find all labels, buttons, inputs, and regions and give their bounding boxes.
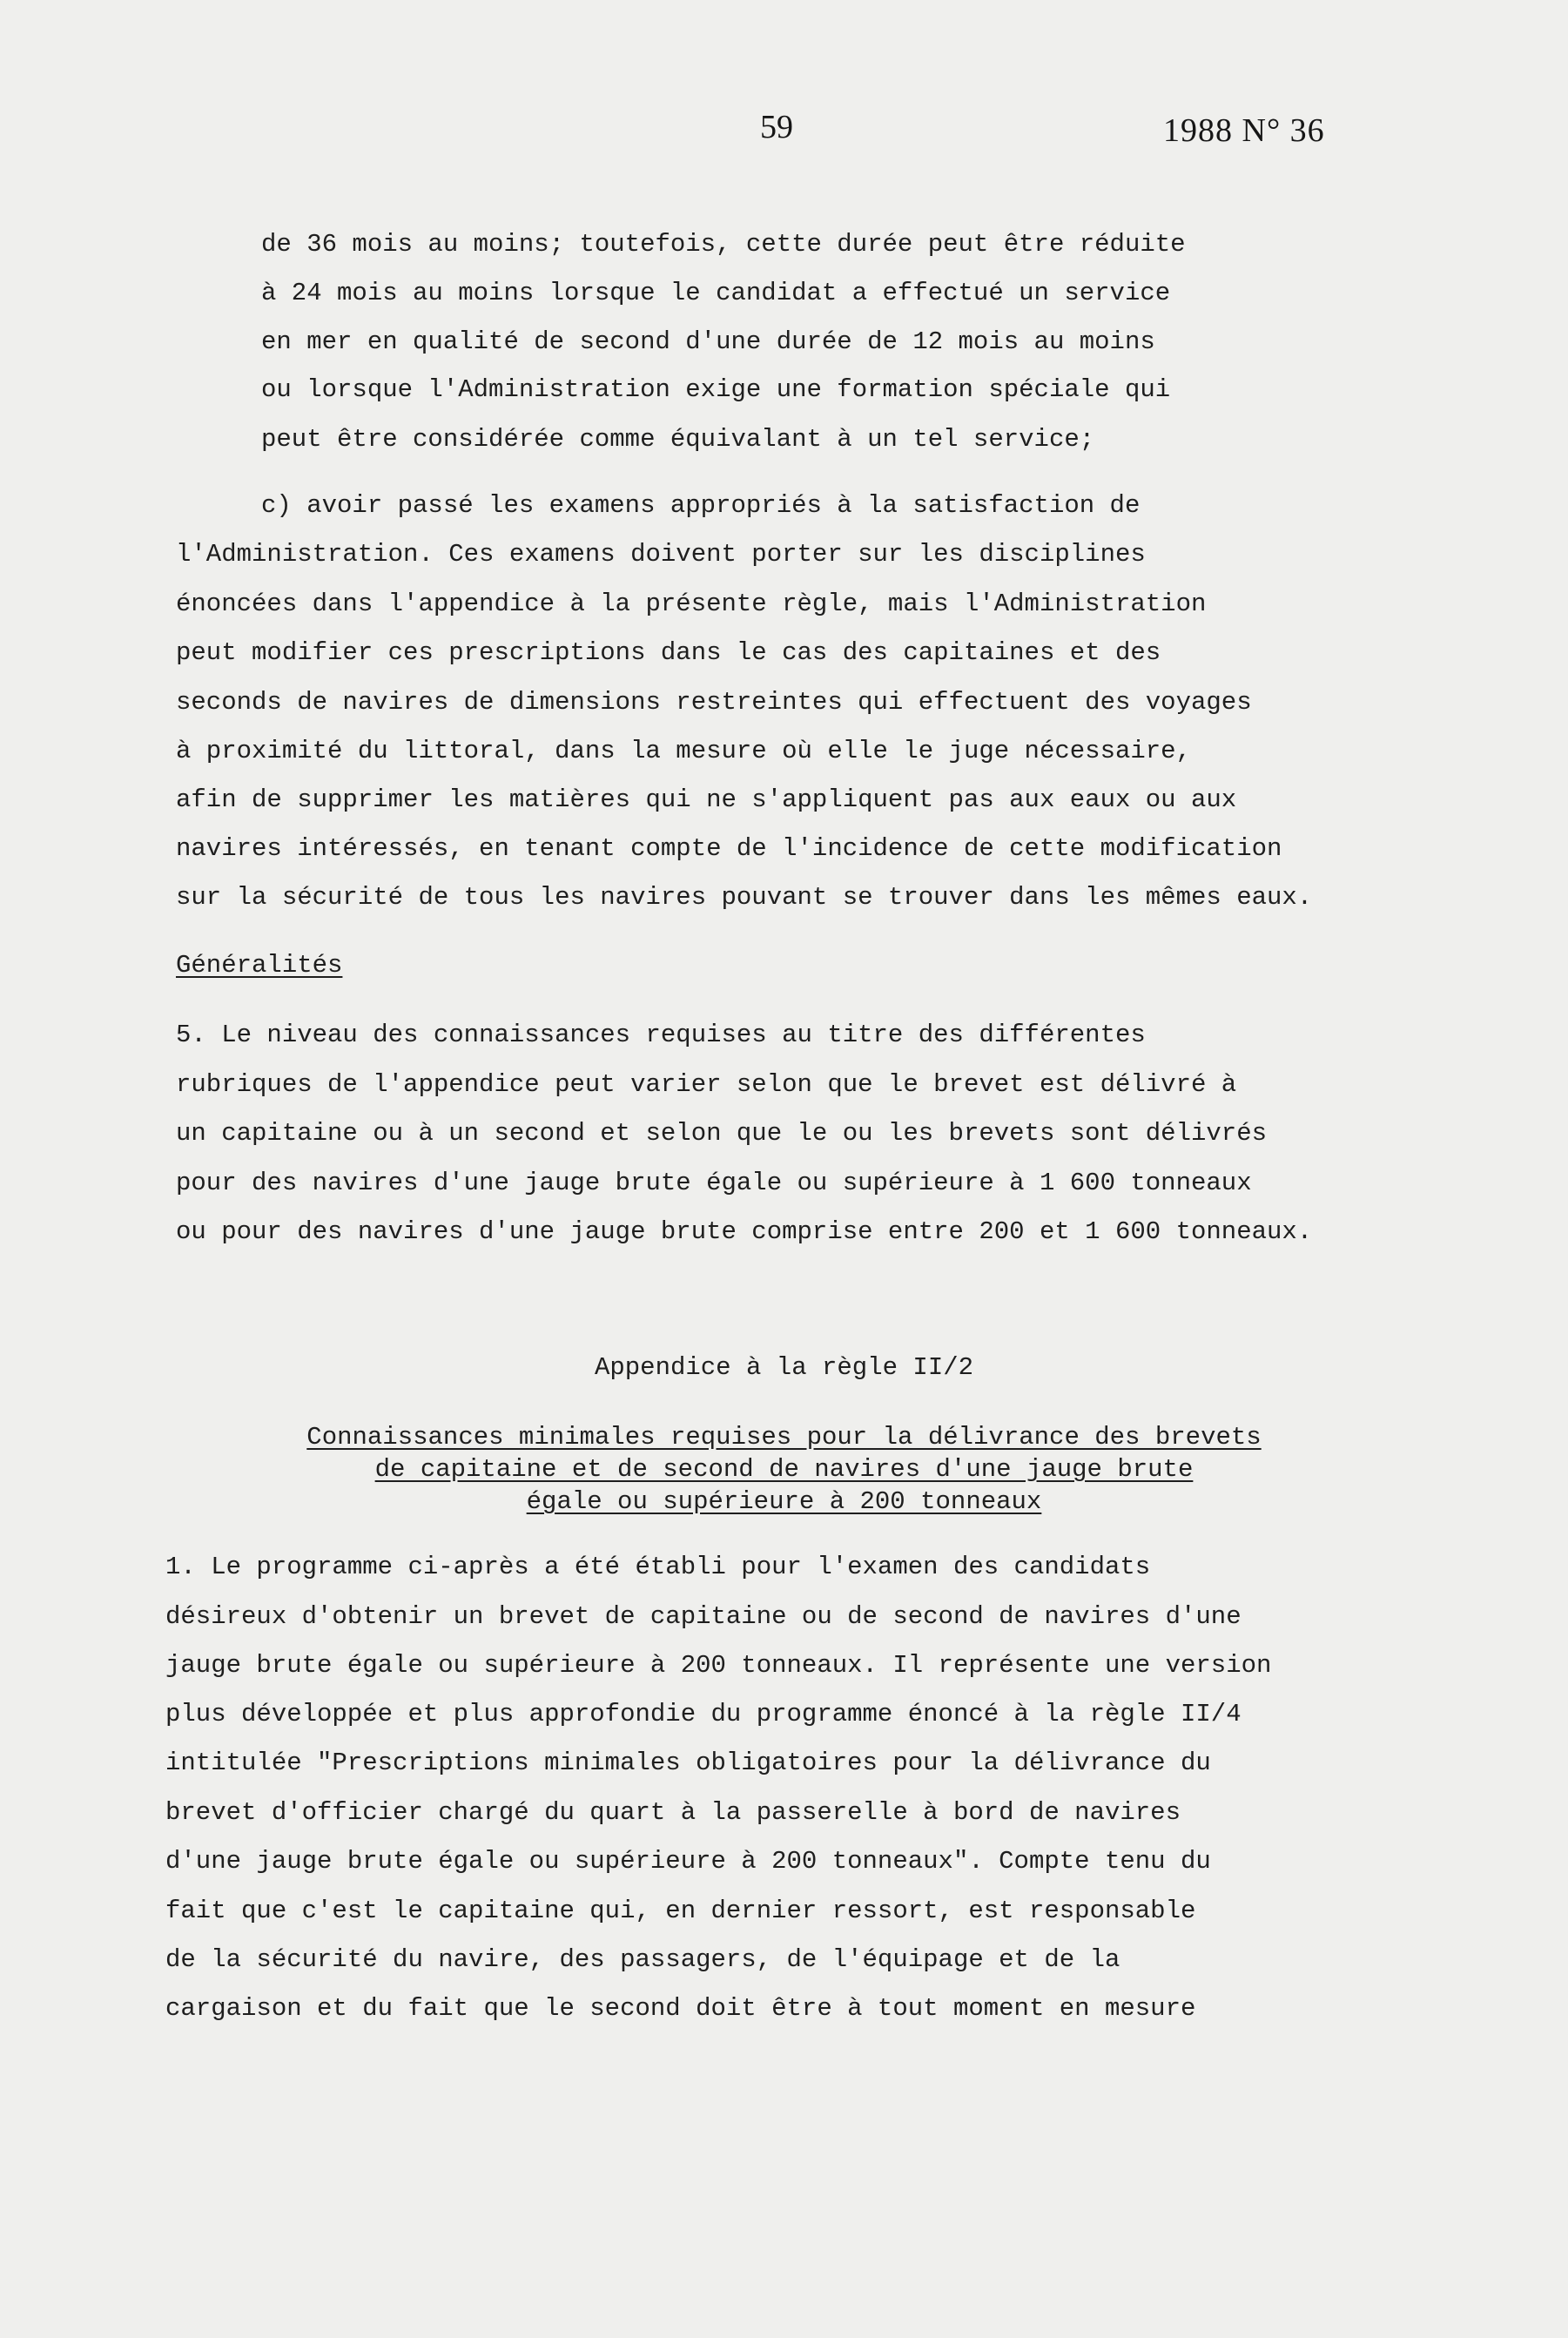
page-number: 59 bbox=[760, 109, 793, 145]
text-line: désireux d'obtenir un brevet de capitaine ou de second de navires d'une bbox=[165, 1602, 1242, 1631]
text-line: en mer en qualité de second d'une durée de 12 mois au moins bbox=[261, 327, 1155, 356]
text-line: sur la sécurité de tous les navires pouvant se trouver dans les mêmes eaux. bbox=[176, 883, 1313, 912]
appendix-subtitle: de capitaine et de second de navires d'une jauge brute bbox=[374, 1455, 1194, 1484]
text-line: afin de supprimer les matières qui ne s'appliquent pas aux eaux ou aux bbox=[176, 785, 1237, 814]
text-line: cargaison et du fait que le second doit être à tout moment en mesure bbox=[165, 1994, 1196, 2023]
text-line: à 24 mois au moins lorsque le candidat a effectué un service bbox=[261, 279, 1171, 307]
text-line: intitulée "Prescriptions minimales obligatoires pour la délivrance du bbox=[165, 1748, 1211, 1777]
text-line: pour des navires d'une jauge brute égale ou supérieure à 1 600 tonneaux bbox=[176, 1169, 1252, 1197]
text-line: plus développée et plus approfondie du programme énoncé à la règle II/4 bbox=[165, 1700, 1242, 1728]
text-line: un capitaine ou à un second et selon que le ou les brevets sont délivrés bbox=[176, 1119, 1268, 1148]
text-line: de 36 mois au moins; toutefois, cette durée peut être réduite bbox=[261, 230, 1186, 259]
appendix-subtitle: Connaissances minimales requises pour la délivrance des brevets bbox=[306, 1423, 1262, 1452]
text-line: de la sécurité du navire, des passagers, de l'équipage et de la bbox=[165, 1945, 1120, 1974]
text-line: l'Administration. Ces examens doivent porter sur les disciplines bbox=[176, 540, 1146, 569]
appendix-title: Appendice à la règle II/2 bbox=[594, 1353, 974, 1382]
text-line: 1. Le programme ci-après a été établi pour l'examen des candidats bbox=[165, 1553, 1151, 1581]
text-line: ou lorsque l'Administration exige une formation spéciale qui bbox=[261, 375, 1171, 404]
text-line: peut modifier ces prescriptions dans le cas des capitaines et des bbox=[176, 638, 1161, 667]
text-line: peut être considérée comme équivalant à un tel service; bbox=[261, 425, 1095, 454]
text-line: navires intéressés, en tenant compte de l'incidence de cette modification bbox=[176, 834, 1282, 863]
appendix-subtitle: égale ou supérieure à 200 tonneaux bbox=[526, 1487, 1042, 1516]
section-heading: Généralités bbox=[176, 951, 343, 980]
text-line: énoncées dans l'appendice à la présente règle, mais l'Administration bbox=[176, 590, 1207, 618]
text-line: jauge brute égale ou supérieure à 200 tonneaux. Il représente une version bbox=[165, 1651, 1272, 1680]
text-line: c) avoir passé les examens appropriés à la satisfaction de bbox=[261, 491, 1141, 520]
document-reference: 1988 N° 36 bbox=[1163, 112, 1325, 149]
text-line: d'une jauge brute égale ou supérieure à 200 tonneaux". Compte tenu du bbox=[165, 1847, 1211, 1876]
text-line: 5. Le niveau des connaissances requises au titre des différentes bbox=[176, 1021, 1146, 1049]
text-line: seconds de navires de dimensions restreintes qui effectuent des voyages bbox=[176, 688, 1252, 717]
text-line: brevet d'officier chargé du quart à la passerelle à bord de navires bbox=[165, 1798, 1181, 1827]
text-line: rubriques de l'appendice peut varier selon que le brevet est délivré à bbox=[176, 1070, 1237, 1099]
text-line: à proximité du littoral, dans la mesure où elle le juge nécessaire, bbox=[176, 737, 1191, 765]
text-line: fait que c'est le capitaine qui, en dernier ressort, est responsable bbox=[165, 1897, 1196, 1925]
text-line: ou pour des navires d'une jauge brute comprise entre 200 et 1 600 tonneaux. bbox=[176, 1217, 1313, 1246]
